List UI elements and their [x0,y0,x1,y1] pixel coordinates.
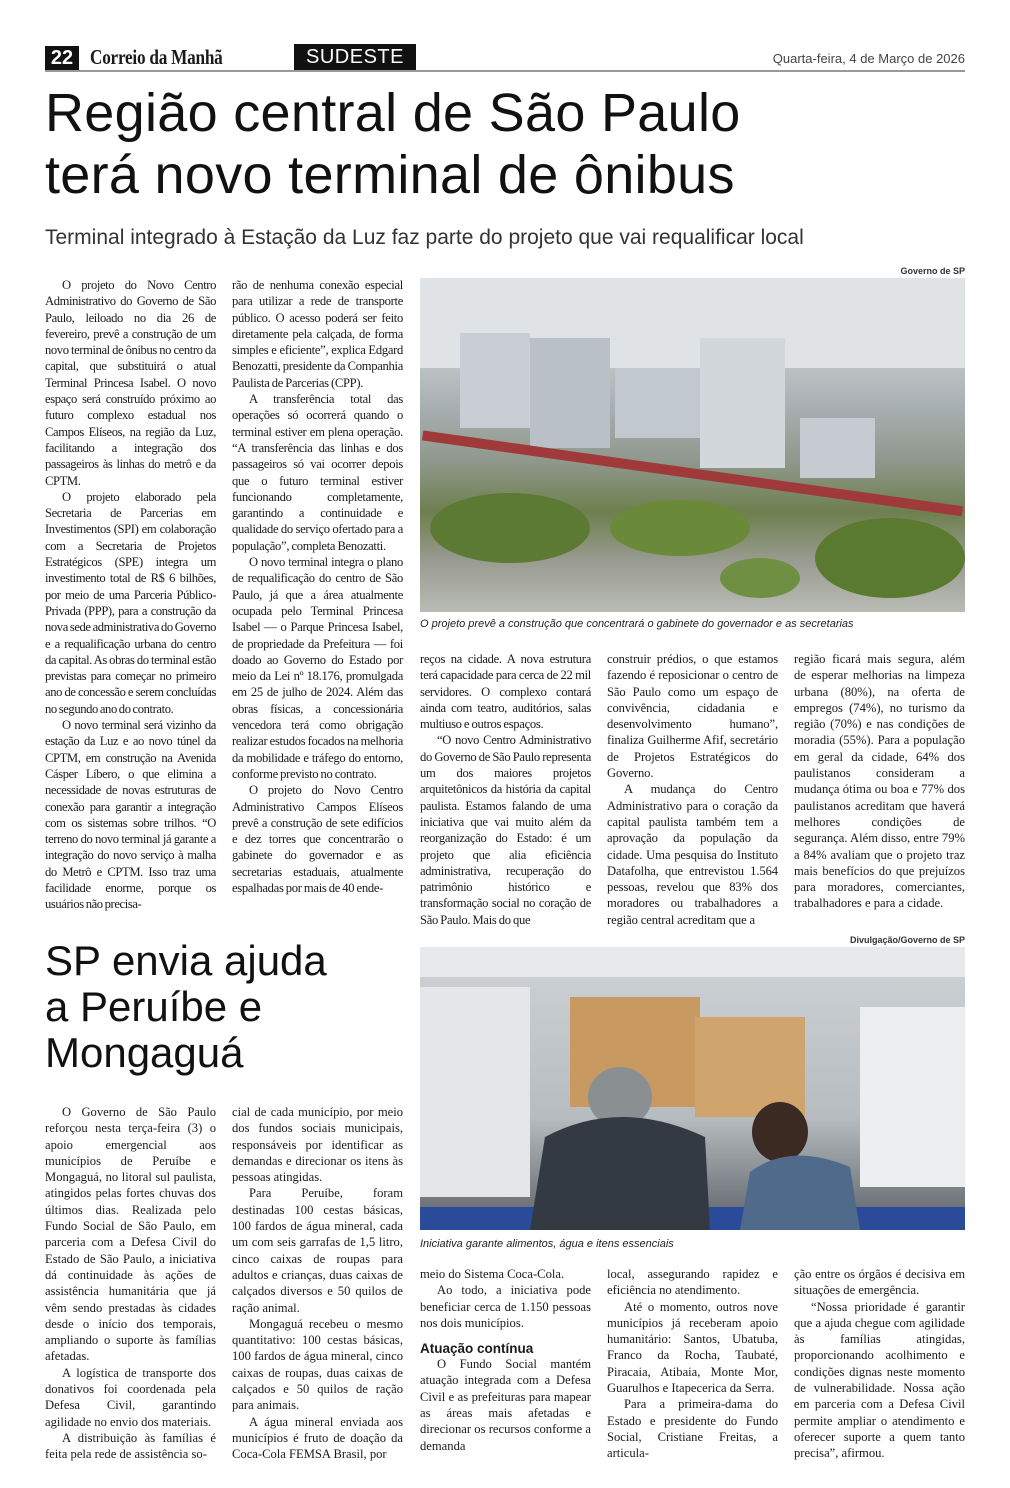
article1-column-2 [232,277,403,896]
paragraph: Para a primeira-dama do Estado e presidente do Fundo Social, Cristiane Freitas, a articula- [607,1397,778,1461]
headline-line: Mongaguá [45,1029,244,1076]
paragraph: “O novo Centro Administrativo do Governo de São Paulo representa um dos maiores projetos arquitetônicos da história da capital paulista. Estamos falando de uma iniciativa que vai muito além da reorganização do Estado: é um projeto que alia eficiência administrativa, recuperação do patrimônio histórico e transformação social no coração de São Paulo. Mais do que [420,733,591,927]
paragraph: Ao todo, a iniciativa pode beneficiar cerca de 1.150 pessoas nos dois municípios. [420,1283,591,1330]
paragraph: reços na cidade. A nova estrutura terá capacidade para cerca de 22 mil servidores. O complexo contará ainda com teatro, auditórios, salas multiuso e outros espaços. [420,652,591,732]
article2-headline [45,938,327,1076]
workers-unloading-boxes-illustration [420,947,965,1230]
article1-column-3 [420,651,591,928]
issue-date: Quarta-feira, 4 de Março de 2026 [772,51,965,66]
subheading: Atuação contínua [420,1341,534,1357]
headline-line: SP envia ajuda [45,937,327,984]
article2-column-2 [232,1104,403,1463]
aid-delivery-photo [420,947,965,1230]
photo-credit: Governo de SP [900,266,965,276]
paragraph: cial de cada município, por meio dos fundos sociais municipais, responsáveis por identificar as demandas e direcionar os itens às pessoas atingidas. [232,1105,403,1185]
photo-caption: Iniciativa garante alimentos, água e itens essenciais [420,1238,674,1250]
article2-column-3 [420,1266,591,1454]
paragraph: A distribuição às famílias é feita pela rede de assistência so- [45,1430,216,1462]
article1-headline [45,82,741,206]
paragraph: Até o momento, outros nove municípios já receberam apoio humanitário: Santos, Ubatuba, Franco da Rocha, Taubaté, Piracaia, Atibaia, Monte Mor, Guarulhos e Itapecerica da Serra. [607,1299,778,1396]
paragraph: “Nossa prioridade é garantir que a ajuda chegue com agilidade às famílias atingidas, proporcionando acolhimento e condições dignas neste momento de vulnerabilidade. Nossa ação em parceria com a Defesa Civil permite ampliar o atendimento e oferecer suporte a quem tanto precisa”, afirmou. [794,1299,965,1461]
paragraph: O novo terminal integra o plano de requalificação do centro de São Paulo, já que a área atualmente ocupada pelo Terminal Princesa Isabel — o Parque Princesa Isabel, de propriedade da Prefeitura — foi doado ao Governo do Estado por meio da Lei nº 18.176, promulgada em 25 de julho de 2024. Além das obras físicas, a concessionária vencedora terá como obrigação realizar estudos focados na melhoria da mobilidade e tráfego do entorno, conforme previsto no contrato. [232,555,403,781]
paragraph: região ficará mais segura, além de esperar melhorias na limpeza urbana (80%), na oferta de empregos (74%), no turismo da região (70%) e nas condições de moradia (55%). Para a população em geral da cidade, 64% dos paulistanos consideram a mudança ótima ou boa e 77% dos paulistanos acreditam que haverá melhores condições de segurança. Além disso, entre 79% a 84% avaliam que o projeto traz mais benefícios do que prejuízos para moradores, comerciantes, trabalhadores e para a cidade. [794,652,965,911]
paragraph: O Fundo Social mantém atuação integrada com a Defesa Civil e as prefeituras para mapear as áreas mais afetadas e direcionar os recursos conforme a demanda [420,1357,591,1453]
headline-line: terá novo terminal de ônibus [45,145,735,205]
paragraph: ção entre os órgãos é decisiva em situações de emergência. [794,1267,965,1298]
article2-column-1 [45,1104,216,1463]
photo-caption: O projeto prevê a construção que concentrará o gabinete do governador e as secretarias [420,618,854,630]
paragraph: Para Peruíbe, foram destinadas 100 cestas básicas, 100 fardos de água mineral, cada um com seis garrafas de 1,5 litro, cinco caixas de roupas para adultos e crianças, duas caixas de calçados diversos e 50 quilos de ração animal. [232,1186,403,1315]
paragraph: construir prédios, o que estamos fazendo é reposicionar o centro de São Paulo como um espaço de convivência, cidadania e desenvolvimento humano”, finaliza Guilherme Afif, secretário de Projetos Estratégicos do Governo. [607,652,778,781]
header-rule [45,70,965,72]
photo-credit: Divulgação/Governo de SP [849,935,965,945]
paragraph: O projeto elaborado pela Secretaria de Parcerias em Investimentos (SPI) em colaboração com a Secretaria de Projetos Estratégicos (SPE) integra um investimento total de R$ 6 bilhões, por meio de uma Parceria Público-Privada (PPP), para a construção da nova sede administrativa do Governo e a requalificação urbana do centro da capital. As obras do terminal estão previstas para começar no primeiro ano de concessão e serem concluídas no segundo ano do contrato. [45,489,216,716]
paragraph: Mongaguá recebeu o mesmo quantitativo: 100 cestas básicas, 100 fardos de água mineral, cinco caixas de roupas, duas caixas de calçados e 50 quilos de ração para animais. [232,1316,403,1413]
buildings-illustration [420,278,965,612]
architectural-rendering-photo [420,278,965,612]
paragraph: O projeto do Novo Centro Administrativo do Governo de São Paulo, leiloado no dia 26 de fevereiro, prevê a construção de um novo terminal de ônibus no centro da capital, que substituirá o atual Terminal Princesa Isabel. O novo espaço será construído próximo ao futuro complexo estadual nos Campos Elíseos, na região da Luz, facilitando a integração dos passageiros às linhas do metrô e da CPTM. [45,278,216,488]
article2-column-5 [794,1266,965,1462]
article1-column-1 [45,277,216,913]
paragraph: A transferência total das operações só ocorrerá quando o terminal estiver em plena operação. “A transferência das linhas e dos passageiros só vai ocorrer depois que o futuro terminal estiver funcionando completamente, garantindo a continuidade e qualidade do serviço ofertado para a população”, completa Benozatti. [232,392,403,553]
article1-column-5 [794,651,965,912]
section-label: SUDESTE [294,44,416,71]
paragraph: rão de nenhuma conexão especial para utilizar a rede de transporte público. O acesso poderá ser feito diretamente pela calçada, de forma simples e eficiente”, explica Edgard Benozatti, presidente da Companhia Paulista de Parcerias (CPP). [232,278,403,390]
paragraph: A água mineral enviada aos municípios é fruto de doação da Coca-Cola FEMSA Brasil, por [232,1414,403,1462]
paragraph: A logística de transporte dos donativos foi coordenada pela Defesa Civil, garantindo agilidade no envio dos materiais. [45,1365,216,1429]
paragraph: O novo terminal será vizinho da estação da Luz e ao novo túnel da CPTM, em construção na Avenida Cásper Líbero, o que elimina a necessidade de novas estruturas de conexão para garantir a integração com os sistemas sobre trilhos. “O terreno do novo terminal já garante a integração do novo serviço à malha do Metrô e CPTM. Isso traz uma facilidade enorme, porque os usuários não precisa- [45,718,216,912]
article2-column-4 [607,1266,778,1462]
headline-line: a Peruíbe e [45,983,263,1030]
article1-subtitle: Terminal integrado à Estação da Luz faz parte do projeto que vai requalificar local [45,226,804,249]
paragraph: O Governo de São Paulo reforçou nesta terça-feira (3) o apoio emergencial aos municípios de Peruíbe e Mongaguá, no litoral sul paulista, atingidos pelas fortes chuvas dos últimos dias. Realizada pelo Fundo Social de São Paulo, em parceria com a Defesa Civil do Estado de São Paulo, a iniciativa dá continuidade às ações de assistência humanitária que já vêm sendo prestadas às cidades desde o início dos temporais, ampliando o suporte às famílias afetadas. [45,1105,216,1364]
article1-column-4 [607,651,778,928]
newspaper-logo: Correio da Manhã [90,45,223,69]
paragraph: meio do Sistema Coca-Cola. [420,1267,565,1281]
paragraph: A mudança do Centro Administrativo para o coração da capital paulista também tem a aprovação da população da cidade. Uma pesquisa do Instituto Datafolha, que entrevistou 1.564 pessoas, revelou que 83% dos moradores ou trabalhadores a região central acreditam que a [607,782,778,927]
paragraph: O projeto do Novo Centro Administrativo Campos Elíseos prevê a construção de sete edifícios e dez torres que concentrarão o gabinete do governador e as secretarias estaduais, atualmente espalhadas por mais de 40 ende- [232,783,403,895]
headline-line: Região central de São Paulo [45,83,741,143]
page-number: 22 [45,46,79,70]
paragraph: local, assegurando rapidez e eficiência no atendimento. [607,1267,778,1298]
